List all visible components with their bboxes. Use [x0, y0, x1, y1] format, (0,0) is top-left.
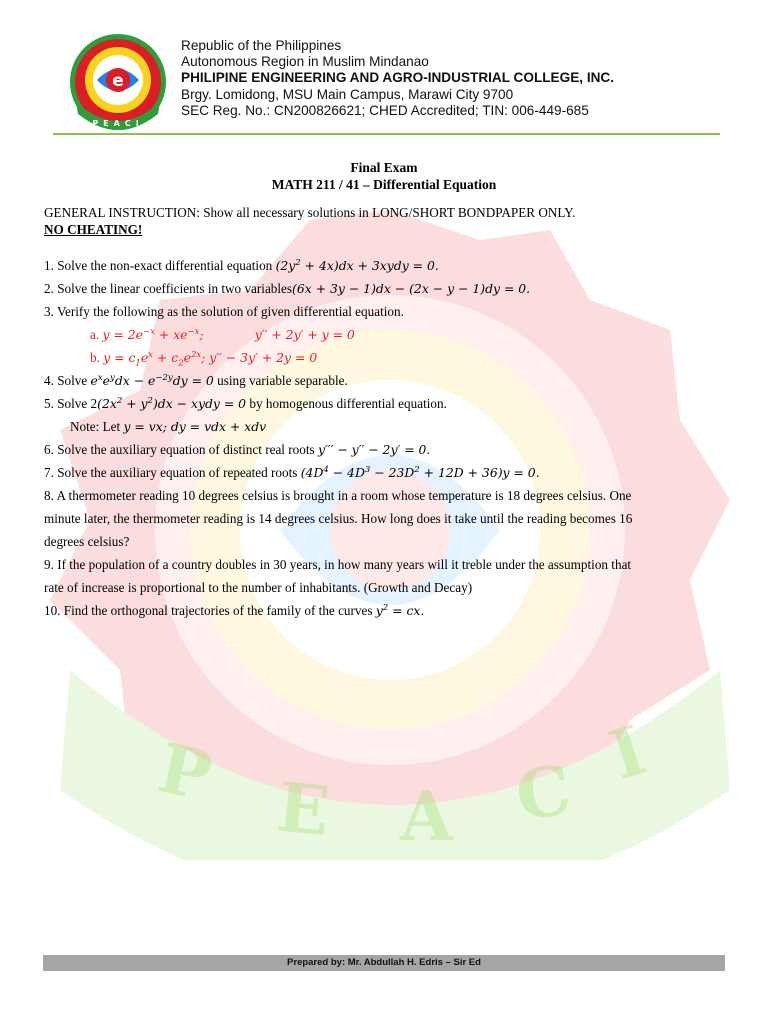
question-7-equation: $(4D^4 - 4D^3 - 23D^2 + 12D + 36)y = 0$.	[300, 465, 540, 480]
header-divider	[53, 133, 720, 135]
question-5	[44, 392, 734, 415]
question-3-text: 3. Verify the following as the solution of given differential equation.	[44, 304, 404, 319]
region-line: Autonomous Region in Muslim Mindanao	[181, 54, 429, 70]
question-4	[44, 369, 734, 392]
question-3b-equation: $y = c_1e^x + c_2e^{2x}$; y′′ − 3y′ + 2y = 0	[103, 350, 318, 369]
registration-line: SEC Reg. No.: CN200826621; CHED Accredited; TIN: 006-449-685	[181, 102, 589, 118]
question-5-equation: $(2x^2 + y^2)dx$ − xydy = 0	[97, 396, 247, 411]
watermark-letter-i: I	[600, 710, 656, 797]
question-5-text: 5. Solve 2	[44, 396, 98, 411]
exam-subtitle: MATH 211 / 41 – Differential Equation	[271, 177, 497, 192]
question-3a-label: a.	[90, 327, 103, 342]
question-6-text: 6. Solve the auxiliary equation of distinct real roots	[44, 442, 318, 457]
question-4-method: using variable separable.	[213, 373, 348, 388]
college-logo-icon	[66, 32, 170, 136]
question-8-line-3: degrees celsius?	[44, 534, 130, 549]
question-3b-label: b.	[90, 350, 104, 365]
question-1	[44, 254, 734, 277]
prepared-by-footer: Prepared by: Mr. Abdullah H. Edris – Sir Ed	[43, 955, 725, 971]
no-cheating-notice: NO CHEATING!	[44, 222, 143, 237]
question-8-line-2: minute later, the thermometer reading is 14 degrees celsius. How long does it take until the reading becomes 16	[44, 511, 633, 526]
question-2	[44, 277, 734, 300]
question-10-text: 10. Find the orthogonal trajectories of the family of the curves	[44, 603, 376, 618]
question-list	[44, 254, 734, 622]
question-9-line-2: rate of increase is proportional to the number of inhabitants. (Growth and Decay)	[44, 580, 473, 595]
question-10	[44, 599, 734, 622]
question-8-line-1: 8. A thermometer reading 10 degrees celsius is brought in a room whose temperature is 18 degrees celsius. One	[44, 488, 632, 503]
question-4-text: 4. Solve	[44, 373, 91, 388]
question-10-equation: $y^2$ = cx.	[375, 603, 425, 618]
question-3a-equation: $y = 2e^{-x} + xe^{-x}$; y′′ + 2y′ + y = 0	[102, 327, 355, 342]
address-line: Brgy. Lomidong, MSU Main Campus, Marawi City 9700	[181, 86, 514, 102]
exam-content	[44, 204, 734, 622]
question-7-text: 7. Solve the auxiliary equation of repeated roots	[44, 465, 301, 480]
question-2-equation: (6x + 3y − 1)dx − (2x − y − 1)dy = 0.	[292, 281, 531, 296]
question-7	[44, 461, 734, 484]
watermark-letter-p: P	[151, 728, 219, 818]
question-1-equation: $(2y^2 + 4x)dx$ + 3xydy = 0.	[275, 258, 439, 273]
question-5-note-equation: y = vx; dy = vdx + xdv	[123, 419, 267, 434]
college-name: PHILIPINE ENGINEERING AND AGRO-INDUSTRIAL COLLEGE, INC.	[181, 70, 615, 86]
question-9-line-1: 9. If the population of a country doubles in 30 years, in how many years will it treble under the assumption that	[44, 557, 632, 572]
question-4-equation: $e^xe^ydx - e^{-2y}dy = 0$	[90, 373, 214, 388]
question-5-note	[44, 415, 734, 438]
watermark-letter-c: C	[511, 750, 576, 837]
watermark-letter-a: A	[400, 777, 453, 857]
institution-info	[181, 38, 614, 119]
exam-heading	[0, 159, 768, 193]
letterhead	[0, 0, 768, 140]
general-instruction: GENERAL INSTRUCTION: Show all necessary solutions in LONG/SHORT BONDPAPER ONLY.	[44, 205, 576, 220]
question-6-equation: y′′′ − y′′ − 2y′ = 0.	[317, 442, 431, 457]
logo-letters: PEACI	[92, 119, 144, 128]
logo-mark: e	[112, 71, 124, 91]
question-5-method: by homogenous differential equation.	[246, 396, 447, 411]
question-1-text: 1. Solve the non-exact differential equation	[44, 258, 276, 273]
question-3b	[44, 346, 734, 369]
question-5-note-text: Note: Let	[70, 419, 124, 434]
question-3	[44, 300, 734, 323]
question-3a	[44, 323, 734, 346]
question-2-text: 2. Solve the linear coefficients in two variables	[44, 281, 293, 296]
watermark-letter-e: E	[273, 767, 334, 853]
exam-title: Final Exam	[350, 160, 418, 175]
question-6	[44, 438, 734, 461]
republic-line: Republic of the Philippines	[181, 38, 342, 53]
